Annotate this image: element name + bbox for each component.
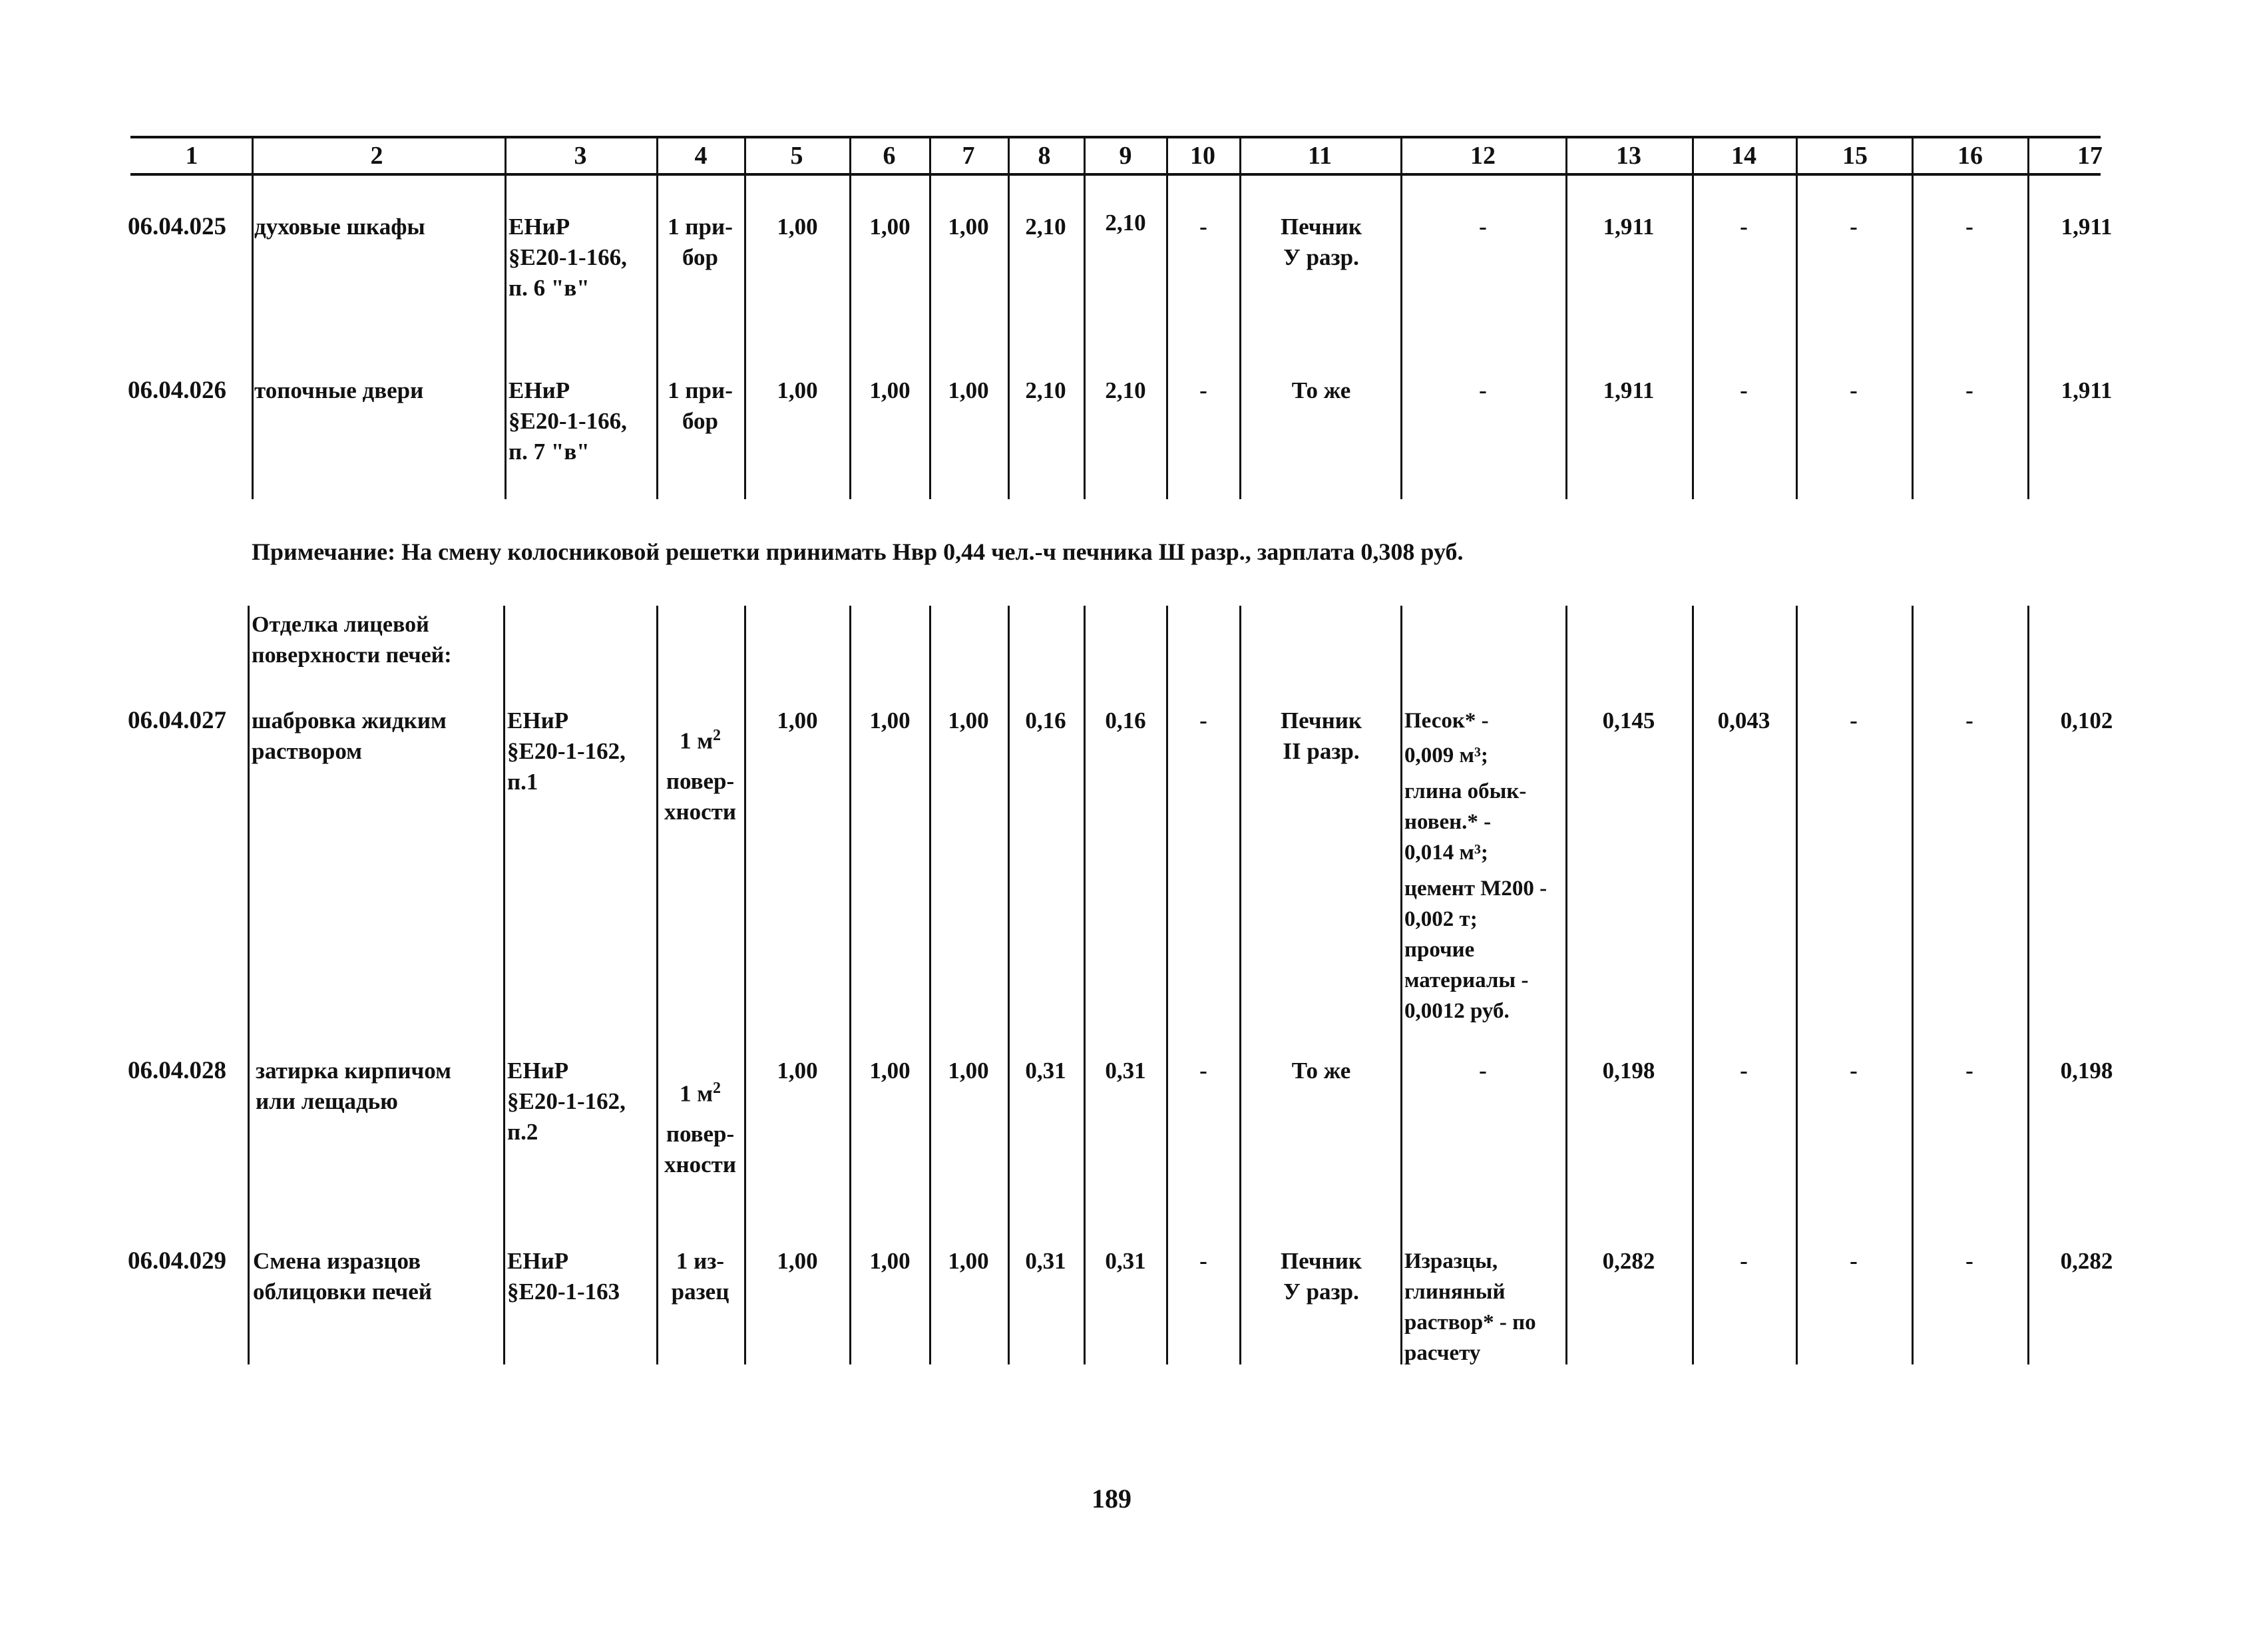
row-c17: 0,282 (2060, 1248, 2113, 1274)
col-header-13: 13 (1616, 142, 1641, 170)
row-c9: 0,31 (1105, 1248, 1146, 1274)
row-c14: - (1740, 214, 1748, 240)
header-sep (1796, 137, 1798, 174)
column-rule (1008, 606, 1010, 1364)
col-header-11: 11 (1308, 142, 1332, 170)
row-c10: - (1199, 214, 1207, 240)
row-c6: 1,00 (869, 1248, 911, 1274)
header-sep (1008, 137, 1010, 174)
row-c8: 0,16 (1025, 708, 1066, 733)
column-rule (1912, 606, 1914, 1364)
col-header-6: 6 (883, 142, 896, 170)
row-c6: 1,00 (869, 214, 911, 240)
column-rule (1796, 174, 1798, 499)
column-rule (1400, 174, 1402, 499)
row-name: шабровка жидким раствором (252, 708, 447, 764)
row-materials: - (1479, 214, 1487, 240)
column-rule (248, 606, 250, 1364)
header-top-rule (130, 136, 2101, 138)
row-name: затирка кирпичом или лещадью (256, 1058, 451, 1114)
header-sep (2027, 137, 2029, 174)
column-rule (929, 606, 931, 1364)
row-c10: - (1199, 708, 1207, 733)
header-sep (849, 137, 851, 174)
col-header-14: 14 (1731, 142, 1756, 170)
header-sep (929, 137, 931, 174)
header-sep (744, 137, 746, 174)
column-rule (1239, 174, 1241, 499)
column-rule (505, 174, 507, 499)
row-c16: - (1965, 1058, 1973, 1084)
col-header-16: 16 (1957, 142, 1983, 170)
row-unit: 1 из- разец (671, 1248, 729, 1305)
row-c5: 1,00 (777, 214, 818, 240)
row-materials: - (1479, 1058, 1487, 1084)
row-c8: 0,31 (1025, 1248, 1066, 1274)
column-rule (1008, 174, 1010, 499)
header-sep (1239, 137, 1241, 174)
col-header-2: 2 (370, 142, 383, 170)
row-c6: 1,00 (869, 1058, 911, 1084)
column-rule (849, 174, 851, 499)
row-worker: То же (1291, 377, 1351, 403)
row-unit: 1 при- бор (668, 377, 733, 434)
row-c8: 0,31 (1025, 1058, 1066, 1084)
col-header-3: 3 (574, 142, 587, 170)
col-header-7: 7 (962, 142, 975, 170)
header-sep (1692, 137, 1694, 174)
header-bottom-rule (130, 173, 2101, 176)
header-sep (1084, 137, 1086, 174)
header-sep (505, 137, 507, 174)
row-ref: ЕНиР §Е20-1-162, п.2 (507, 1058, 626, 1145)
row-materials: Песок* - 0,009 м³; глина обык- новен.* - 0,014 м³; цемент М200 - 0,002 т; прочие материалы - 0,0012 руб. (1404, 709, 1547, 1023)
row-c6: 1,00 (869, 377, 911, 403)
column-rule (1796, 606, 1798, 1364)
row-c15: - (1850, 377, 1858, 403)
column-rule (656, 606, 658, 1364)
col-header-9: 9 (1119, 142, 1132, 170)
col-header-4: 4 (694, 142, 708, 170)
row-c7: 1,00 (948, 1248, 989, 1274)
row-c14: - (1740, 1248, 1748, 1274)
row-c5: 1,00 (777, 377, 818, 403)
column-rule (2027, 606, 2029, 1364)
row-worker: То же (1291, 1058, 1351, 1084)
header-sep (1400, 137, 1402, 174)
column-rule (656, 174, 658, 499)
row-c17: 0,102 (2060, 708, 2113, 733)
row-unit: 1 $м^2$ повер- хности (664, 727, 737, 825)
row-worker: Печник У разр. (1280, 1248, 1362, 1305)
column-rule (252, 174, 254, 499)
row-c10: - (1199, 377, 1207, 403)
column-rule (744, 606, 746, 1364)
col-header-12: 12 (1470, 142, 1496, 170)
column-rule (929, 174, 931, 499)
row-name: топочные двери (254, 377, 424, 403)
col-header-10: 10 (1190, 142, 1215, 170)
row-ref: ЕНиР §Е20-1-166, п. 6 "в" (509, 214, 627, 301)
row-c16: - (1965, 377, 1973, 403)
row-c16: - (1965, 708, 1973, 733)
row-c14: - (1740, 377, 1748, 403)
row-ref: ЕНиР §Е20-1-163 (507, 1248, 620, 1305)
row-unit: 1 при- бор (668, 214, 733, 270)
row-name: духовые шкафы (254, 214, 425, 240)
row-ref: ЕНиР §Е20-1-162, п.1 (507, 708, 626, 795)
row-c5: 1,00 (777, 1058, 818, 1084)
row-c7: 1,00 (948, 708, 989, 733)
row-c10: - (1199, 1058, 1207, 1084)
row-c8: 2,10 (1025, 214, 1066, 240)
row-c15: - (1850, 1248, 1858, 1274)
row-unit: 1 $м^2$ повер- хности (664, 1080, 737, 1177)
row-c17: 0,198 (2060, 1058, 2113, 1084)
row-c9: 2,10 (1105, 377, 1146, 403)
row-c13: 0,145 (1602, 708, 1655, 733)
header-sep (252, 137, 254, 174)
header-sep (656, 137, 658, 174)
row-c7: 1,00 (948, 377, 989, 403)
column-rule (1166, 174, 1168, 499)
column-rule (1565, 174, 1567, 499)
page-number: 189 (1092, 1484, 1131, 1514)
row-c9: 2,10 (1105, 210, 1146, 236)
row-c7: 1,00 (948, 214, 989, 240)
row-c14: 0,043 (1717, 708, 1770, 733)
row-code: 06.04.025 (128, 213, 226, 240)
col-header-1: 1 (185, 142, 198, 170)
row-materials: - (1479, 377, 1487, 403)
header-sep (1166, 137, 1168, 174)
row-c5: 1,00 (777, 1248, 818, 1274)
column-rule (1565, 606, 1567, 1364)
row-c17: 1,911 (2061, 377, 2113, 403)
row-ref: ЕНиР §Е20-1-166, п. 7 "в" (509, 377, 627, 465)
row-c7: 1,00 (948, 1058, 989, 1084)
row-c13: 0,282 (1602, 1248, 1655, 1274)
row-c16: - (1965, 214, 1973, 240)
col-header-8: 8 (1038, 142, 1051, 170)
row-c15: - (1850, 708, 1858, 733)
col-header-15: 15 (1842, 142, 1868, 170)
row-worker: Печник II разр. (1280, 708, 1362, 764)
row-c13: 0,198 (1602, 1058, 1655, 1084)
header-sep (1565, 137, 1567, 174)
row-c9: 0,16 (1105, 708, 1146, 733)
row-code: 06.04.028 (128, 1057, 226, 1084)
row-c15: - (1850, 1058, 1858, 1084)
row-worker: Печник У разр. (1280, 214, 1362, 270)
column-rule (2027, 174, 2029, 499)
column-rule (1166, 606, 1168, 1364)
column-rule (744, 174, 746, 499)
row-c15: - (1850, 214, 1858, 240)
header-sep (1912, 137, 1914, 174)
row-c16: - (1965, 1248, 1973, 1274)
column-rule (1692, 606, 1694, 1364)
col-header-5: 5 (790, 142, 803, 170)
row-c5: 1,00 (777, 708, 818, 733)
row-c10: - (1199, 1248, 1207, 1274)
row-name: Смена изразцов облицовки печей (253, 1248, 432, 1305)
row-code: 06.04.027 (128, 707, 226, 734)
row-c13: 1,911 (1603, 214, 1655, 240)
row-c9: 0,31 (1105, 1058, 1146, 1084)
column-rule (1400, 606, 1402, 1364)
row-c17: 1,911 (2061, 214, 2113, 240)
section-title: Отделка лицевой поверхности печей: (252, 612, 452, 668)
column-rule (849, 606, 851, 1364)
row-c8: 2,10 (1025, 377, 1066, 403)
column-rule (1912, 174, 1914, 499)
column-rule (1239, 606, 1241, 1364)
row-c14: - (1740, 1058, 1748, 1084)
row-c13: 1,911 (1603, 377, 1655, 403)
column-rule (503, 606, 505, 1364)
row-code: 06.04.029 (128, 1247, 226, 1275)
row-code: 06.04.026 (128, 377, 226, 404)
col-header-17: 17 (2077, 142, 2103, 170)
column-rule (1084, 174, 1086, 499)
table-note: Примечание: На смену колосниковой решетки принимать Нвр 0,44 чел.-ч печника Ш разр., зарплата 0,308 руб. (252, 538, 1464, 565)
column-rule (1084, 606, 1086, 1364)
row-materials: Изразцы, глиняный раствор* - по расчету (1404, 1249, 1536, 1365)
row-c6: 1,00 (869, 708, 911, 733)
column-rule (1692, 174, 1694, 499)
